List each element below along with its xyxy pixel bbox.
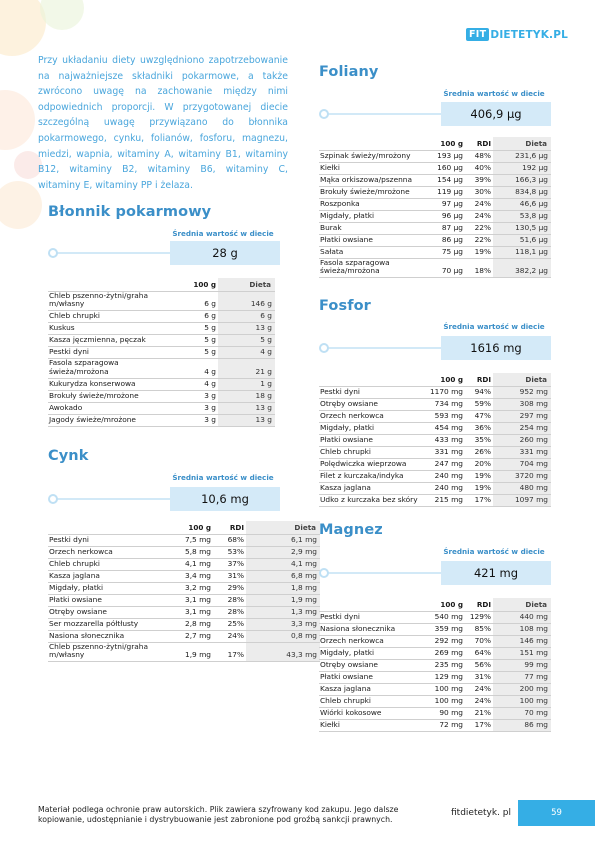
- value-diet: 100 mg: [493, 695, 551, 707]
- value-rdi: 28%: [213, 606, 246, 618]
- table-row: [319, 719, 551, 731]
- col-diet: Dieta: [246, 521, 320, 534]
- value-rdi: 17%: [465, 719, 493, 731]
- value-100g: 5,8 mg: [168, 546, 213, 558]
- col-diet: Dieta: [493, 373, 551, 386]
- section-title: Foliany: [319, 64, 379, 80]
- value-100g: 359 mg: [423, 623, 465, 635]
- food-name: Migdały, płatki: [48, 582, 168, 594]
- value-rdi: 68%: [213, 534, 246, 546]
- value-100g: 5 g: [172, 347, 218, 359]
- site-link[interactable]: fitdietetyk. pl: [451, 808, 512, 818]
- value-diet: 108 mg: [493, 623, 551, 635]
- table-row: [319, 494, 551, 506]
- value-100g: 3,1 mg: [168, 606, 213, 618]
- table-row: [319, 234, 551, 246]
- value-100g: 235 mg: [423, 659, 465, 671]
- average-bar: [319, 561, 551, 585]
- value-rdi: 19%: [465, 482, 493, 494]
- value-100g: 454 mg: [423, 422, 465, 434]
- average-label: Średnia wartość w diecie: [172, 473, 274, 482]
- value-diet: 166,3 µg: [493, 174, 551, 186]
- value-100g: 100 mg: [423, 683, 465, 695]
- average-label: Średnia wartość w diecie: [172, 229, 274, 238]
- value-diet: 43,3 mg: [246, 642, 320, 662]
- food-name: Płatki owsiane: [319, 434, 423, 446]
- value-100g: 331 mg: [423, 446, 465, 458]
- value-diet: 51,6 µg: [493, 234, 551, 246]
- value-rdi: 24%: [465, 210, 493, 222]
- table-row: [319, 222, 551, 234]
- value-diet: 21 g: [218, 359, 275, 379]
- value-diet: 1,9 mg: [246, 594, 320, 606]
- section-magnez: [319, 522, 551, 742]
- value-rdi: 28%: [213, 594, 246, 606]
- food-name: Filet z kurczaka/indyka: [319, 470, 423, 482]
- value-diet: 130,5 µg: [493, 222, 551, 234]
- table-row: [319, 434, 551, 446]
- food-name: Kiełki: [319, 162, 423, 174]
- food-name: Brokuły świeże/mrożone: [319, 186, 423, 198]
- value-rdi: 18%: [465, 258, 493, 278]
- value-diet: 13 g: [218, 323, 275, 335]
- food-name: Migdały, płatki: [319, 647, 423, 659]
- value-100g: 3,2 mg: [168, 582, 213, 594]
- food-name: Polędwiczka wieprzowa: [319, 458, 423, 470]
- value-diet: 480 mg: [493, 482, 551, 494]
- value-100g: 1170 mg: [423, 386, 465, 398]
- food-name: Pestki dyni: [48, 347, 172, 359]
- table-row: [319, 210, 551, 222]
- average-bar: [48, 487, 280, 511]
- food-name: Orzech nerkowca: [48, 546, 168, 558]
- col-100g: 100 g: [188, 522, 211, 532]
- value-diet: 297 mg: [493, 410, 551, 422]
- value-rdi: 21%: [465, 707, 493, 719]
- value-100g: 193 µg: [423, 150, 465, 162]
- table-row: [319, 162, 551, 174]
- table-row: [319, 611, 551, 623]
- value-diet: 308 mg: [493, 398, 551, 410]
- value-100g: 433 mg: [423, 434, 465, 446]
- table-row: [48, 323, 275, 335]
- average-value: 1616 mg: [441, 336, 551, 360]
- food-name: Chleb chrupki: [319, 695, 423, 707]
- value-diet: 77 mg: [493, 671, 551, 683]
- value-100g: 6 g: [172, 311, 218, 323]
- value-100g: 540 mg: [423, 611, 465, 623]
- table-row: [48, 558, 320, 570]
- value-100g: 4 g: [172, 378, 218, 390]
- food-name: Otręby owsiane: [48, 606, 168, 618]
- col-diet: Dieta: [218, 278, 275, 291]
- table-row: [48, 534, 320, 546]
- value-rdi: 56%: [465, 659, 493, 671]
- value-rdi: 59%: [465, 398, 493, 410]
- food-name: Nasiona słonecznika: [48, 630, 168, 642]
- col-100g: 100 g: [193, 279, 216, 289]
- value-100g: 247 mg: [423, 458, 465, 470]
- col-rdi: RDI: [229, 522, 244, 532]
- table-row: [319, 398, 551, 410]
- value-diet: 13 g: [218, 414, 275, 426]
- food-name: Chleb chrupki: [48, 558, 168, 570]
- value-100g: 593 mg: [423, 410, 465, 422]
- food-name: Otręby owsiane: [319, 398, 423, 410]
- footer: [0, 796, 595, 842]
- value-rdi: 17%: [213, 642, 246, 662]
- table-row: [319, 623, 551, 635]
- value-diet: 1,8 mg: [246, 582, 320, 594]
- value-100g: 734 mg: [423, 398, 465, 410]
- value-diet: 192 µg: [493, 162, 551, 174]
- table-row: [319, 186, 551, 198]
- food-name: Migdały, płatki: [319, 422, 423, 434]
- value-100g: 3 g: [172, 414, 218, 426]
- value-100g: 3 g: [172, 402, 218, 414]
- food-name: Pestki dyni: [319, 611, 423, 623]
- table-row: [319, 422, 551, 434]
- value-100g: 3 g: [172, 390, 218, 402]
- food-name: Płatki owsiane: [48, 594, 168, 606]
- value-rdi: 24%: [465, 695, 493, 707]
- value-rdi: 30%: [465, 186, 493, 198]
- section-blonnik: [48, 204, 280, 444]
- value-rdi: 48%: [465, 150, 493, 162]
- table-row: [319, 470, 551, 482]
- value-diet: 3,3 mg: [246, 618, 320, 630]
- section-cynk: [48, 448, 317, 678]
- value-diet: 382,2 µg: [493, 258, 551, 278]
- food-name: Fasola szparagowa świeża/mrożona: [319, 258, 423, 278]
- value-100g: 97 µg: [423, 198, 465, 210]
- value-rdi: 26%: [465, 446, 493, 458]
- food-name: Udko z kurczaka bez skóry: [319, 494, 423, 506]
- average-bar: [319, 336, 551, 360]
- food-table: [48, 278, 275, 427]
- value-rdi: 19%: [465, 246, 493, 258]
- value-rdi: 39%: [465, 174, 493, 186]
- value-100g: 154 µg: [423, 174, 465, 186]
- table-row: [319, 246, 551, 258]
- average-value: 421 mg: [441, 561, 551, 585]
- value-diet: 0,8 mg: [246, 630, 320, 642]
- value-100g: 2,7 mg: [168, 630, 213, 642]
- table-row: [48, 347, 275, 359]
- value-rdi: 22%: [465, 234, 493, 246]
- value-diet: 1097 mg: [493, 494, 551, 506]
- col-100g: 100 g: [440, 138, 463, 148]
- section-title: Fosfor: [319, 298, 371, 314]
- value-100g: 269 mg: [423, 647, 465, 659]
- value-100g: 2,8 mg: [168, 618, 213, 630]
- food-name: Płatki owsiane: [319, 234, 423, 246]
- table-row: [319, 446, 551, 458]
- value-100g: 240 mg: [423, 470, 465, 482]
- section-title: Cynk: [48, 448, 89, 464]
- value-diet: 146 mg: [493, 635, 551, 647]
- table-row: [48, 414, 275, 426]
- value-diet: 70 mg: [493, 707, 551, 719]
- value-diet: 3720 mg: [493, 470, 551, 482]
- value-diet: 200 mg: [493, 683, 551, 695]
- table-row: [48, 606, 320, 618]
- table-row: [319, 258, 551, 278]
- food-name: Fasola szparagowa świeża/mrożona: [48, 359, 172, 379]
- table-row: [319, 386, 551, 398]
- food-name: Kasza jaglana: [319, 482, 423, 494]
- average-value: 28 g: [170, 241, 280, 265]
- value-rdi: 64%: [465, 647, 493, 659]
- table-row: [319, 671, 551, 683]
- value-rdi: 20%: [465, 458, 493, 470]
- food-name: Migdały, płatki: [319, 210, 423, 222]
- value-rdi: 94%: [465, 386, 493, 398]
- value-diet: 952 mg: [493, 386, 551, 398]
- food-name: Chleb pszenno-żytni/graha m/własny: [48, 642, 168, 662]
- table-row: [319, 707, 551, 719]
- food-table: [48, 521, 320, 662]
- food-name: Chleb chrupki: [48, 311, 172, 323]
- col-100g: 100 g: [440, 599, 463, 609]
- food-name: Kuskus: [48, 323, 172, 335]
- food-name: Pestki dyni: [319, 386, 423, 398]
- table-row: [48, 630, 320, 642]
- food-name: Roszponka: [319, 198, 423, 210]
- value-rdi: 53%: [213, 546, 246, 558]
- value-100g: 1,9 mg: [168, 642, 213, 662]
- col-diet: Dieta: [493, 137, 551, 150]
- value-diet: 4 g: [218, 347, 275, 359]
- table-row: [48, 642, 320, 662]
- value-diet: 6 g: [218, 311, 275, 323]
- value-rdi: 29%: [213, 582, 246, 594]
- value-rdi: 24%: [465, 683, 493, 695]
- food-name: Pestki dyni: [48, 534, 168, 546]
- value-100g: 96 µg: [423, 210, 465, 222]
- value-diet: 231,6 µg: [493, 150, 551, 162]
- value-diet: 146 g: [218, 291, 275, 311]
- value-100g: 70 µg: [423, 258, 465, 278]
- table-row: [48, 390, 275, 402]
- table-row: [48, 291, 275, 311]
- food-name: Kukurydza konserwowa: [48, 378, 172, 390]
- table-row: [319, 482, 551, 494]
- value-diet: 834,8 µg: [493, 186, 551, 198]
- average-value: 406,9 µg: [441, 102, 551, 126]
- value-diet: 118,1 µg: [493, 246, 551, 258]
- average-value: 10,6 mg: [170, 487, 280, 511]
- value-diet: 1 g: [218, 378, 275, 390]
- table-row: [48, 582, 320, 594]
- food-name: Płatki owsiane: [319, 671, 423, 683]
- value-100g: 4,1 mg: [168, 558, 213, 570]
- table-row: [319, 659, 551, 671]
- copyright-notice: Materiał podlega ochronie praw autorskich. Plik zawiera szyfrowany kod zakupu. Jego dalsze kopiowanie, udostępnianie i dystrybuowanie jest zabronione pod groźbą sankcji prawnych.: [38, 805, 399, 825]
- value-rdi: 24%: [213, 630, 246, 642]
- value-diet: 6,8 mg: [246, 570, 320, 582]
- value-diet: 254 mg: [493, 422, 551, 434]
- food-name: Chleb pszenno-żytni/graha m/własny: [48, 291, 172, 311]
- value-100g: 100 mg: [423, 695, 465, 707]
- col-100g: 100 g: [440, 374, 463, 384]
- col-rdi: RDI: [476, 138, 491, 148]
- food-name: Kasza jaglana: [319, 683, 423, 695]
- table-row: [319, 458, 551, 470]
- value-100g: 292 mg: [423, 635, 465, 647]
- value-100g: 90 mg: [423, 707, 465, 719]
- value-rdi: 85%: [465, 623, 493, 635]
- food-name: Kiełki: [319, 719, 423, 731]
- value-rdi: 35%: [465, 434, 493, 446]
- food-name: Otręby owsiane: [319, 659, 423, 671]
- value-100g: 75 µg: [423, 246, 465, 258]
- value-100g: 7,5 mg: [168, 534, 213, 546]
- value-100g: 160 µg: [423, 162, 465, 174]
- table-row: [319, 410, 551, 422]
- value-diet: 1,3 mg: [246, 606, 320, 618]
- section-title: Magnez: [319, 522, 383, 538]
- average-label: Średnia wartość w diecie: [443, 322, 545, 331]
- table-row: [48, 378, 275, 390]
- value-100g: 87 µg: [423, 222, 465, 234]
- average-bar: [48, 241, 280, 265]
- value-rdi: 129%: [465, 611, 493, 623]
- col-diet: Dieta: [493, 598, 551, 611]
- col-rdi: RDI: [476, 599, 491, 609]
- logo-fit: FIT: [466, 28, 489, 41]
- table-row: [319, 683, 551, 695]
- value-diet: 151 mg: [493, 647, 551, 659]
- value-100g: 3,4 mg: [168, 570, 213, 582]
- food-name: Mąka orkiszowa/pszenna: [319, 174, 423, 186]
- food-name: Orzech nerkowca: [319, 410, 423, 422]
- table-row: [319, 647, 551, 659]
- table-row: [319, 635, 551, 647]
- table-row: [319, 150, 551, 162]
- value-diet: 18 g: [218, 390, 275, 402]
- table-row: [319, 695, 551, 707]
- value-100g: 3,1 mg: [168, 594, 213, 606]
- food-name: Brokuły świeże/mrożone: [48, 390, 172, 402]
- food-table: [319, 373, 551, 507]
- value-diet: 13 g: [218, 402, 275, 414]
- value-100g: 6 g: [172, 291, 218, 311]
- col-rdi: RDI: [476, 374, 491, 384]
- value-diet: 440 mg: [493, 611, 551, 623]
- food-name: Szpinak świeży/mrożony: [319, 150, 423, 162]
- value-diet: 704 mg: [493, 458, 551, 470]
- food-table: [319, 137, 551, 278]
- value-100g: 5 g: [172, 335, 218, 347]
- value-rdi: 47%: [465, 410, 493, 422]
- table-row: [48, 618, 320, 630]
- section-foliany: [319, 64, 551, 294]
- value-diet: 331 mg: [493, 446, 551, 458]
- value-rdi: 40%: [465, 162, 493, 174]
- value-rdi: 31%: [213, 570, 246, 582]
- food-name: Sałata: [319, 246, 423, 258]
- value-diet: 5 g: [218, 335, 275, 347]
- food-name: Kasza jęczmienna, pęczak: [48, 335, 172, 347]
- value-diet: 260 mg: [493, 434, 551, 446]
- food-name: Burak: [319, 222, 423, 234]
- table-row: [319, 198, 551, 210]
- value-rdi: 17%: [465, 494, 493, 506]
- value-100g: 5 g: [172, 323, 218, 335]
- value-rdi: 19%: [465, 470, 493, 482]
- fitdietetyk-logo[interactable]: [466, 28, 568, 41]
- average-bar: [319, 102, 551, 126]
- food-name: Nasiona słonecznika: [319, 623, 423, 635]
- section-fosfor: [319, 298, 551, 518]
- value-100g: 129 mg: [423, 671, 465, 683]
- value-diet: 46,6 µg: [493, 198, 551, 210]
- value-diet: 2,9 mg: [246, 546, 320, 558]
- section-title: Błonnik pokarmowy: [48, 204, 212, 220]
- value-100g: 4 g: [172, 359, 218, 379]
- table-row: [48, 546, 320, 558]
- value-100g: 119 µg: [423, 186, 465, 198]
- table-row: [48, 570, 320, 582]
- value-rdi: 36%: [465, 422, 493, 434]
- value-rdi: 25%: [213, 618, 246, 630]
- food-name: Chleb chrupki: [319, 446, 423, 458]
- average-label: Średnia wartość w diecie: [443, 89, 545, 98]
- value-diet: 4,1 mg: [246, 558, 320, 570]
- food-name: Orzech nerkowca: [319, 635, 423, 647]
- food-name: Jagody świeże/mrożone: [48, 414, 172, 426]
- food-name: Wiórki kokosowe: [319, 707, 423, 719]
- table-row: [48, 311, 275, 323]
- food-name: Awokado: [48, 402, 172, 414]
- table-row: [48, 335, 275, 347]
- value-100g: 72 mg: [423, 719, 465, 731]
- value-diet: 99 mg: [493, 659, 551, 671]
- value-rdi: 70%: [465, 635, 493, 647]
- value-100g: 240 mg: [423, 482, 465, 494]
- value-rdi: 24%: [465, 198, 493, 210]
- value-rdi: 37%: [213, 558, 246, 570]
- food-table: [319, 598, 551, 732]
- page-number: 59: [518, 800, 595, 826]
- value-rdi: 31%: [465, 671, 493, 683]
- value-100g: 86 µg: [423, 234, 465, 246]
- value-100g: 215 mg: [423, 494, 465, 506]
- food-name: Kasza jaglana: [48, 570, 168, 582]
- intro-paragraph: Przy układaniu diety uwzględniono zapotrzebowanie na najważniejsze składniki pokarmowe, a także zwrócono uwagę na zachowanie między nimi odpowiednich proporcji. W przygotowanej diecie szczególną uwagę przywiązano do błonnika pokarmowego, cynku, folianów, fosforu, magnezu, miedzi, wapnia, witaminy A, witaminy B1, witaminy B12, witaminy B2, witaminy B6, witaminy C, witaminy E, witaminy PP i żelaza.: [38, 55, 288, 191]
- value-diet: 53,8 µg: [493, 210, 551, 222]
- table-row: [48, 359, 275, 379]
- value-diet: 86 mg: [493, 719, 551, 731]
- average-label: Średnia wartość w diecie: [443, 547, 545, 556]
- table-row: [48, 402, 275, 414]
- food-name: Ser mozzarella półtłusty: [48, 618, 168, 630]
- logo-text: DIETETYK.PL: [490, 28, 569, 41]
- table-row: [319, 174, 551, 186]
- table-row: [48, 594, 320, 606]
- value-rdi: 22%: [465, 222, 493, 234]
- value-diet: 6,1 mg: [246, 534, 320, 546]
